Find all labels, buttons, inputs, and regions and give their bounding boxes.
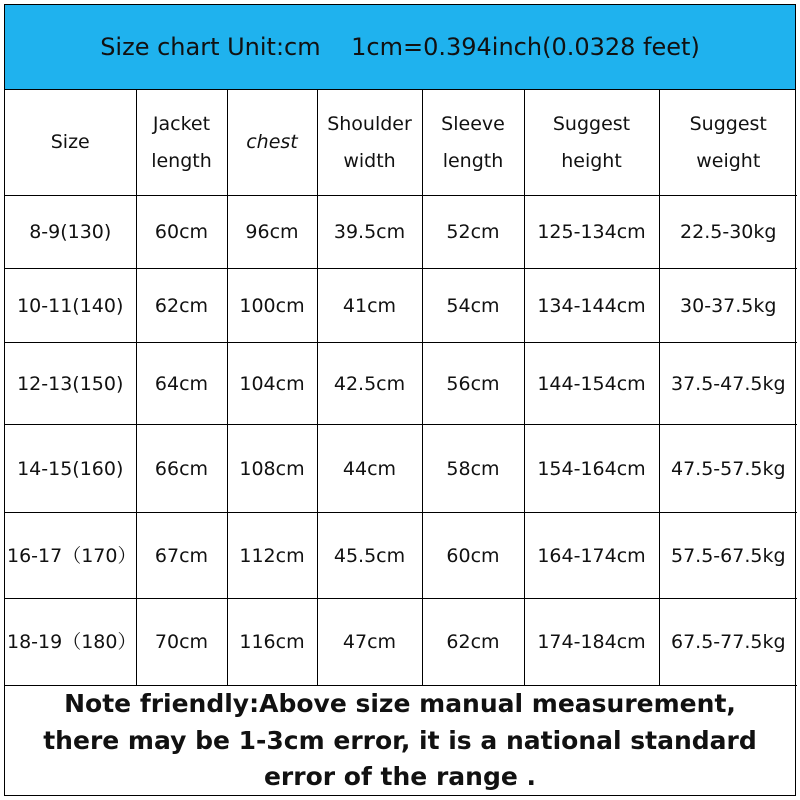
cell-suggest-height: 164-174cm <box>524 513 659 599</box>
table-row <box>5 343 797 425</box>
cell-jacket-length: 62cm <box>136 269 227 343</box>
cell-size: 18-19（180） <box>5 599 136 686</box>
cell-suggest-height: 125-134cm <box>524 196 659 269</box>
cell-suggest-weight: 67.5-77.5kg <box>659 599 797 686</box>
cell-chest: 112cm <box>227 513 317 599</box>
column-header-chest: chest <box>227 90 317 196</box>
cell-shoulder-width: 41cm <box>317 269 422 343</box>
column-header-shoulder-width: Shoulder width <box>317 90 422 196</box>
cell-suggest-height: 144-154cm <box>524 343 659 425</box>
cell-suggest-weight: 57.5-67.5kg <box>659 513 797 599</box>
cell-jacket-length: 64cm <box>136 343 227 425</box>
cell-sleeve-length: 52cm <box>422 196 524 269</box>
size-chart <box>4 4 796 796</box>
cell-sleeve-length: 56cm <box>422 343 524 425</box>
table-row <box>5 425 797 513</box>
cell-sleeve-length: 58cm <box>422 425 524 513</box>
cell-shoulder-width: 45.5cm <box>317 513 422 599</box>
cell-shoulder-width: 39.5cm <box>317 196 422 269</box>
measurement-note: Note friendly:Above size manual measurement, there may be 1-3cm error, it is a national standard error of the range . <box>43 689 757 791</box>
table-row <box>5 269 797 343</box>
cell-jacket-length: 67cm <box>136 513 227 599</box>
cell-suggest-weight: 47.5-57.5kg <box>659 425 797 513</box>
cell-shoulder-width: 42.5cm <box>317 343 422 425</box>
cell-suggest-weight: 22.5-30kg <box>659 196 797 269</box>
cell-jacket-length: 70cm <box>136 599 227 686</box>
table-header-row <box>5 90 797 196</box>
cell-sleeve-length: 62cm <box>422 599 524 686</box>
cell-jacket-length: 60cm <box>136 196 227 269</box>
cell-suggest-weight: 37.5-47.5kg <box>659 343 797 425</box>
cell-suggest-height: 134-144cm <box>524 269 659 343</box>
column-header-jacket-length: Jacket length <box>136 90 227 196</box>
table-row <box>5 513 797 599</box>
cell-chest: 108cm <box>227 425 317 513</box>
cell-size: 10-11(140) <box>5 269 136 343</box>
column-header-suggest-height: Suggest height <box>524 90 659 196</box>
size-table <box>5 90 797 687</box>
column-header-sleeve-length: Sleeve length <box>422 90 524 196</box>
cell-size: 16-17（170） <box>5 513 136 599</box>
column-header-suggest-weight: Suggest weight <box>659 90 797 196</box>
cell-sleeve-length: 60cm <box>422 513 524 599</box>
cell-chest: 100cm <box>227 269 317 343</box>
cell-chest: 104cm <box>227 343 317 425</box>
cell-chest: 96cm <box>227 196 317 269</box>
cell-size: 14-15(160) <box>5 425 136 513</box>
cell-suggest-height: 174-184cm <box>524 599 659 686</box>
column-header-size: Size <box>5 90 136 196</box>
cell-suggest-weight: 30-37.5kg <box>659 269 797 343</box>
cell-chest: 116cm <box>227 599 317 686</box>
cell-suggest-height: 154-164cm <box>524 425 659 513</box>
cell-jacket-length: 66cm <box>136 425 227 513</box>
cell-size: 12-13(150) <box>5 343 136 425</box>
cell-shoulder-width: 44cm <box>317 425 422 513</box>
size-chart-title: Size chart Unit:cm 1cm=0.394inch(0.0328 feet) <box>5 5 795 90</box>
table-row <box>5 196 797 269</box>
cell-sleeve-length: 54cm <box>422 269 524 343</box>
table-row <box>5 599 797 686</box>
cell-shoulder-width: 47cm <box>317 599 422 686</box>
cell-size: 8-9(130) <box>5 196 136 269</box>
